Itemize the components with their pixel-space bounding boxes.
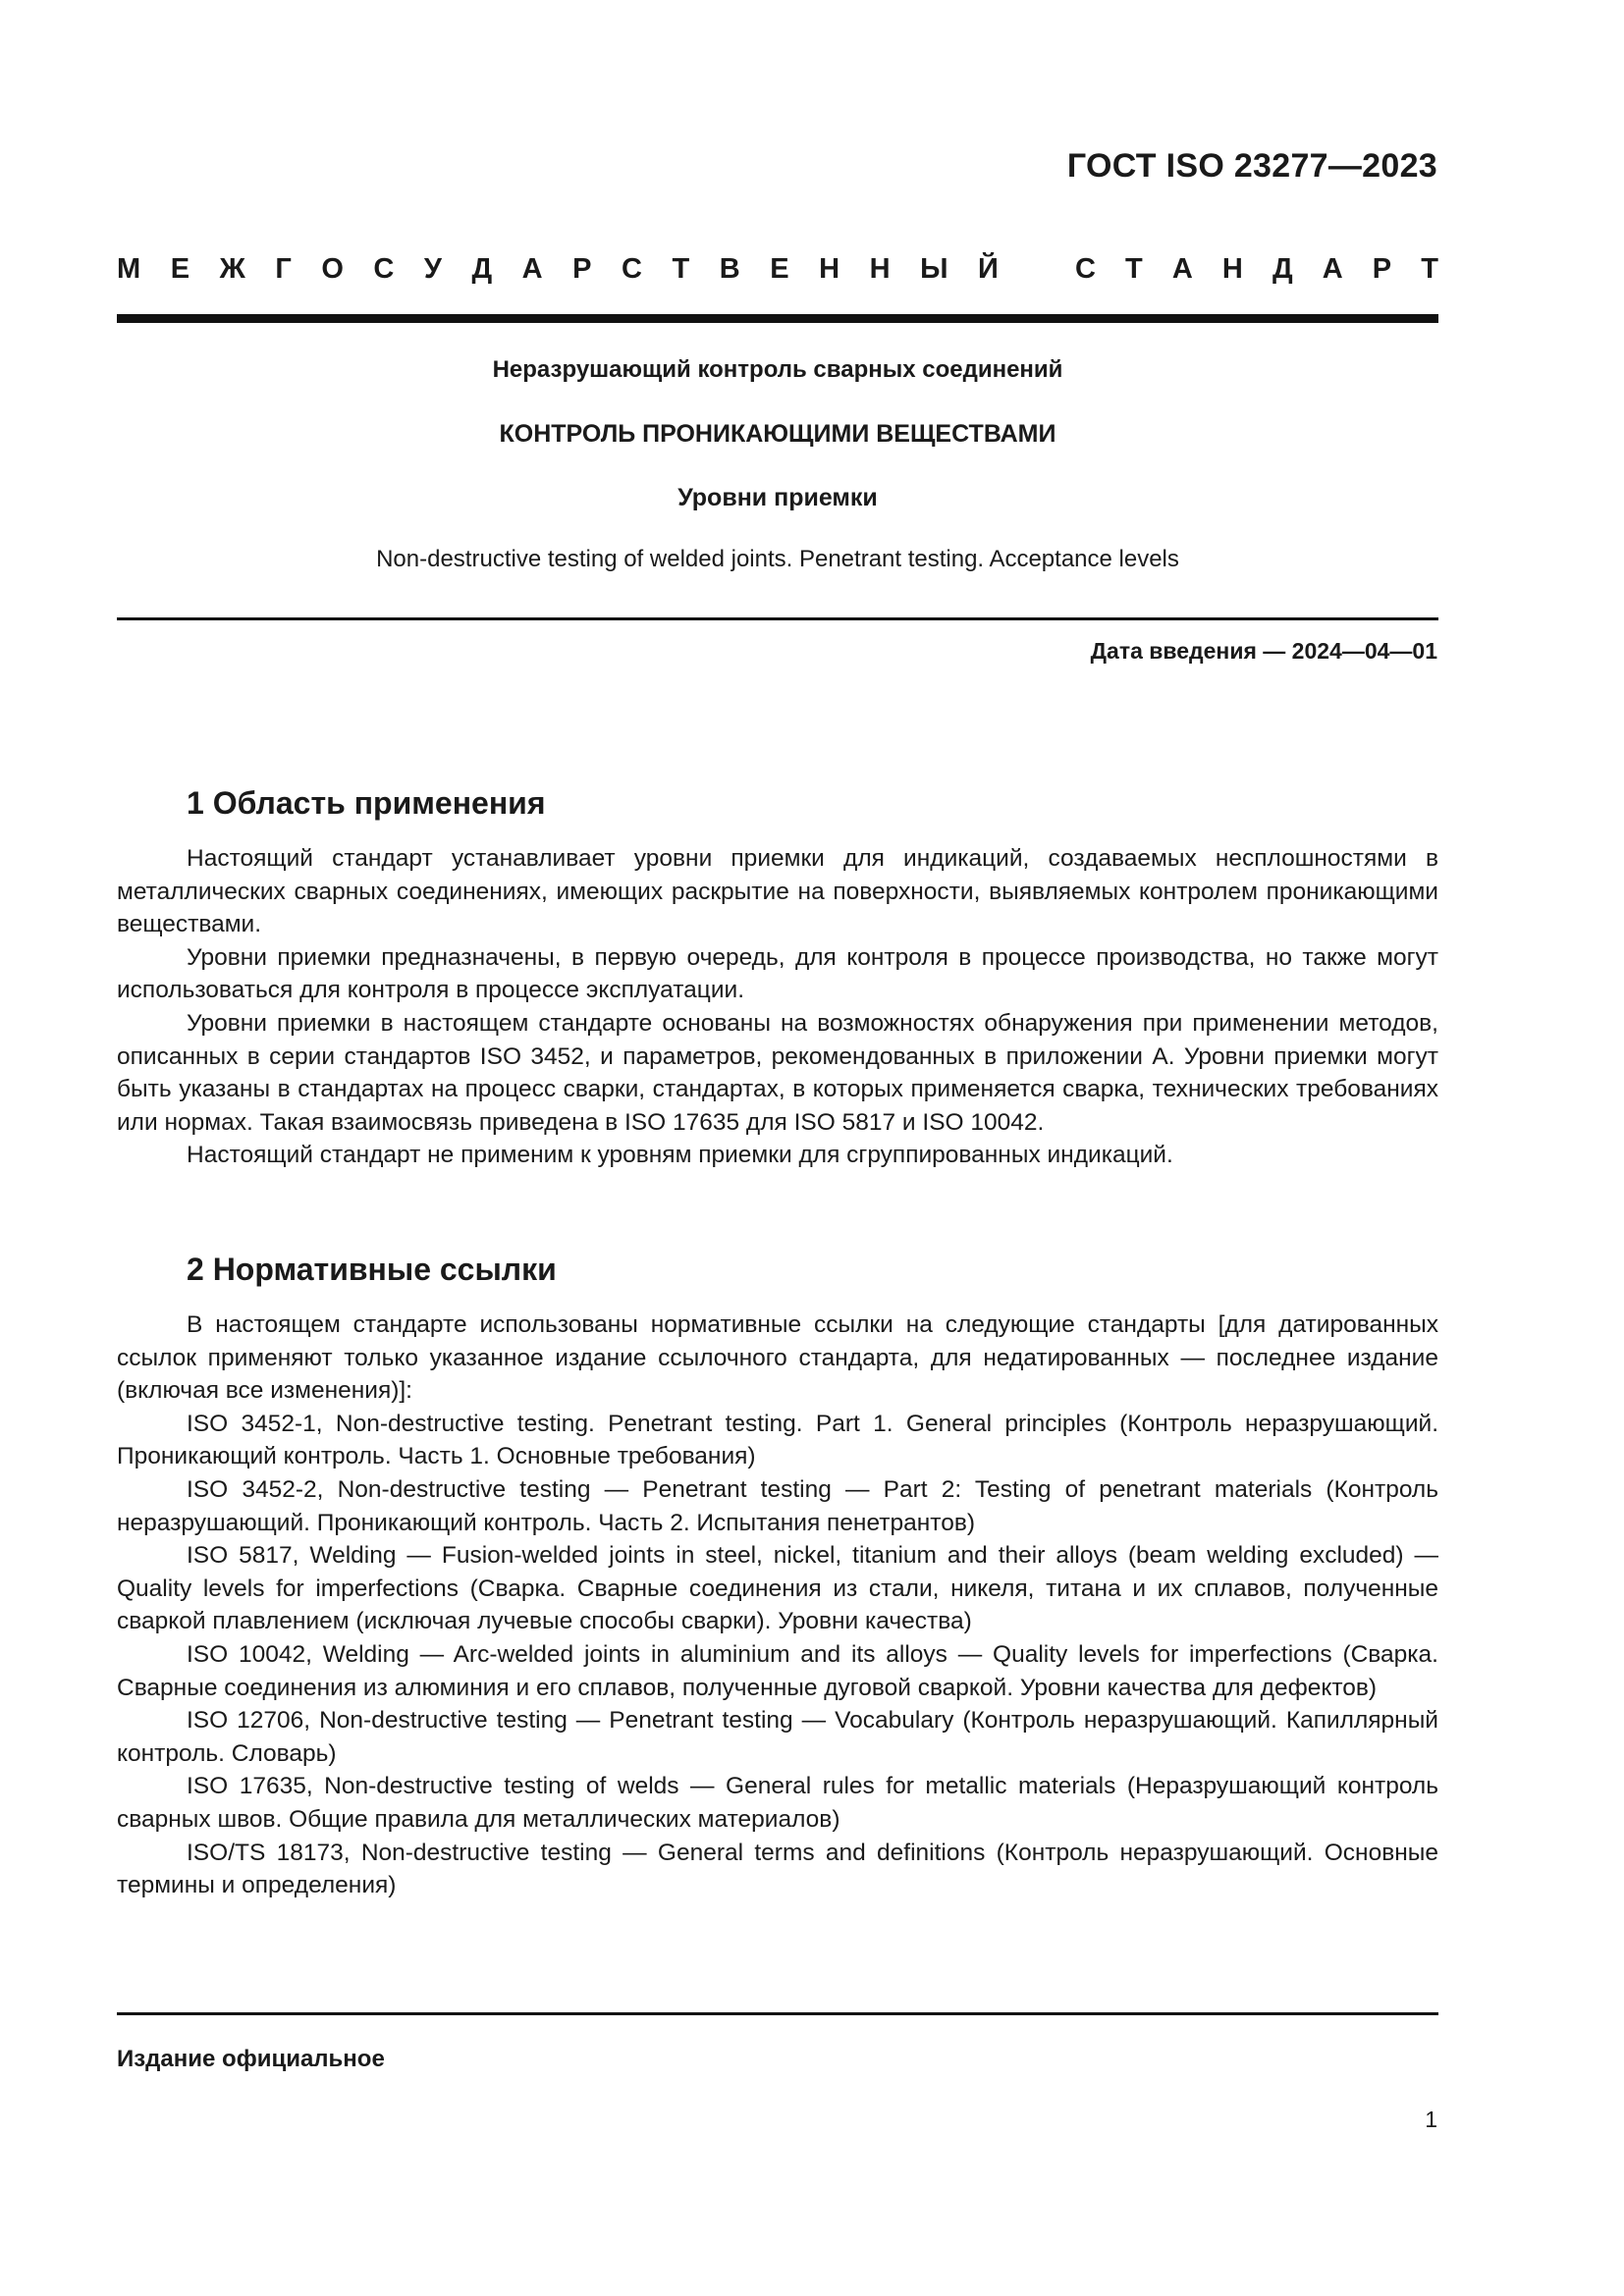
header-divider bbox=[117, 314, 1438, 323]
official-edition-label: Издание официальное bbox=[117, 2046, 385, 2072]
letter: Д bbox=[471, 253, 493, 285]
title-line-2: КОНТРОЛЬ ПРОНИКАЮЩИМИ ВЕЩЕСТВАМИ bbox=[499, 420, 1056, 448]
letter: Е bbox=[170, 253, 190, 285]
introduction-date: Дата введения — 2024—04—01 bbox=[1090, 638, 1437, 664]
letter: Т bbox=[672, 253, 690, 285]
section-1-paragraph: Настоящий стандарт устанавливает уровни приемки для индикаций, создаваемых несплошностями в металлических сварных соединениях, имеющих раскрытие на поверхности, выявляемых контролем проникающими веществами. bbox=[117, 845, 1438, 938]
letter: Н bbox=[819, 253, 840, 285]
letter: В bbox=[719, 253, 740, 285]
letter: Й bbox=[978, 253, 999, 285]
section-1-paragraph: Уровни приемки в настоящем стандарте основаны на возможностях обнаружения при применении методов, описанных в серии стандартов ISO 3452, и параметров, рекомендованных в приложении А. Уровни приемки могут быть указаны в стандартах на процесс сварки, стандартах, в которых применяется сварка, технических требованиях или нормах. Такая взаимосвязь приведена в ISO 17635 для ISO 5817 и ISO 10042. bbox=[117, 1009, 1438, 1136]
reference-entry: ISO 17635, Non-destructive testing of welds — General rules for metallic materials (Неразрушающий контроль сварных швов. Общие правила для металлических материалов) bbox=[117, 1773, 1438, 1833]
section-1-heading: 1 Область применения bbox=[187, 785, 546, 821]
letter: Н bbox=[869, 253, 891, 285]
letter: Е bbox=[770, 253, 789, 285]
standard-type-heading bbox=[117, 251, 1438, 287]
letter: Г bbox=[275, 253, 292, 285]
title-divider bbox=[117, 617, 1438, 620]
title-line-1: Неразрушающий контроль сварных соединений bbox=[492, 356, 1063, 383]
section-1-body bbox=[117, 842, 1438, 1172]
title-line-3: Уровни приемки bbox=[677, 484, 878, 511]
section-2-paragraph: В настоящем стандарте использованы нормативные ссылки на следующие стандарты [для датированных ссылок применяют только указанное издание ссылочного стандарта, для недатированных — последнее издание (включая все изменения)]: bbox=[117, 1311, 1438, 1405]
letter: А bbox=[1322, 253, 1343, 285]
letter: А bbox=[1171, 253, 1193, 285]
reference-entry: ISO/TS 18173, Non-destructive testing — General terms and definitions (Контроль неразрушающий. Основные термины и определения) bbox=[117, 1839, 1438, 1899]
standard-type-word-2 bbox=[1075, 251, 1438, 287]
letter: М bbox=[117, 253, 141, 285]
letter: С bbox=[1075, 253, 1096, 285]
reference-entry: ISO 5817, Welding — Fusion-welded joints in steel, nickel, titanium and their alloys (beam welding excluded) — Quality levels for imperfections (Сварка. Сварные соединения из стали, никеля, титана и их сплавов, полученные сваркой плавлением (исключая лучевые способы сварки). Уровни качества) bbox=[117, 1542, 1438, 1635]
letter: Т bbox=[1421, 253, 1438, 285]
section-2-body bbox=[117, 1308, 1438, 1902]
letter: С bbox=[373, 253, 395, 285]
standard-type-word-1 bbox=[117, 251, 999, 287]
letter: Р bbox=[1372, 253, 1392, 285]
letter: Д bbox=[1272, 253, 1293, 285]
footer-divider bbox=[117, 2012, 1438, 2015]
letter: О bbox=[321, 253, 344, 285]
reference-entry: ISO 3452-1, Non-destructive testing. Penetrant testing. Part 1. General principles (Контроль неразрушающий. Проникающий контроль. Часть 1. Основные требования) bbox=[117, 1410, 1438, 1470]
letter: У bbox=[423, 253, 442, 285]
letter: Т bbox=[1125, 253, 1143, 285]
english-title: Non-destructive testing of welded joints. Penetrant testing. Acceptance levels bbox=[376, 546, 1179, 572]
section-1-paragraph: Настоящий стандарт не применим к уровням приемки для сгруппированных индикаций. bbox=[187, 1142, 1173, 1169]
page-number: 1 bbox=[1425, 2107, 1437, 2132]
letter: А bbox=[521, 253, 543, 285]
reference-entry: ISO 12706, Non-destructive testing — Penetrant testing — Vocabulary (Контроль неразрушающий. Капиллярный контроль. Словарь) bbox=[117, 1707, 1438, 1767]
section-1-paragraph: Уровни приемки предназначены, в первую очередь, для контроля в процессе производства, но также могут использоваться для контроля в процессе эксплуатации. bbox=[117, 943, 1438, 1004]
letter: Ы bbox=[920, 253, 948, 285]
letter: Н bbox=[1221, 253, 1243, 285]
document-number: ГОСТ ISO 23277—2023 bbox=[1066, 147, 1437, 185]
section-2-heading: 2 Нормативные ссылки bbox=[187, 1252, 557, 1287]
reference-entry: ISO 10042, Welding — Arc-welded joints in aluminium and its alloys — Quality levels for imperfections (Сварка. Сварные соединения из алюминия и его сплавов, полученные дуговой сваркой. Уровни качества для дефектов) bbox=[117, 1640, 1438, 1701]
letter: С bbox=[622, 253, 642, 285]
letter: Ж bbox=[219, 253, 245, 285]
letter: Р bbox=[572, 253, 592, 285]
reference-entry: ISO 3452-2, Non-destructive testing — Penetrant testing — Part 2: Testing of penetrant materials (Контроль неразрушающий. Проникающий контроль. Часть 2. Испытания пенетрантов) bbox=[117, 1475, 1438, 1536]
